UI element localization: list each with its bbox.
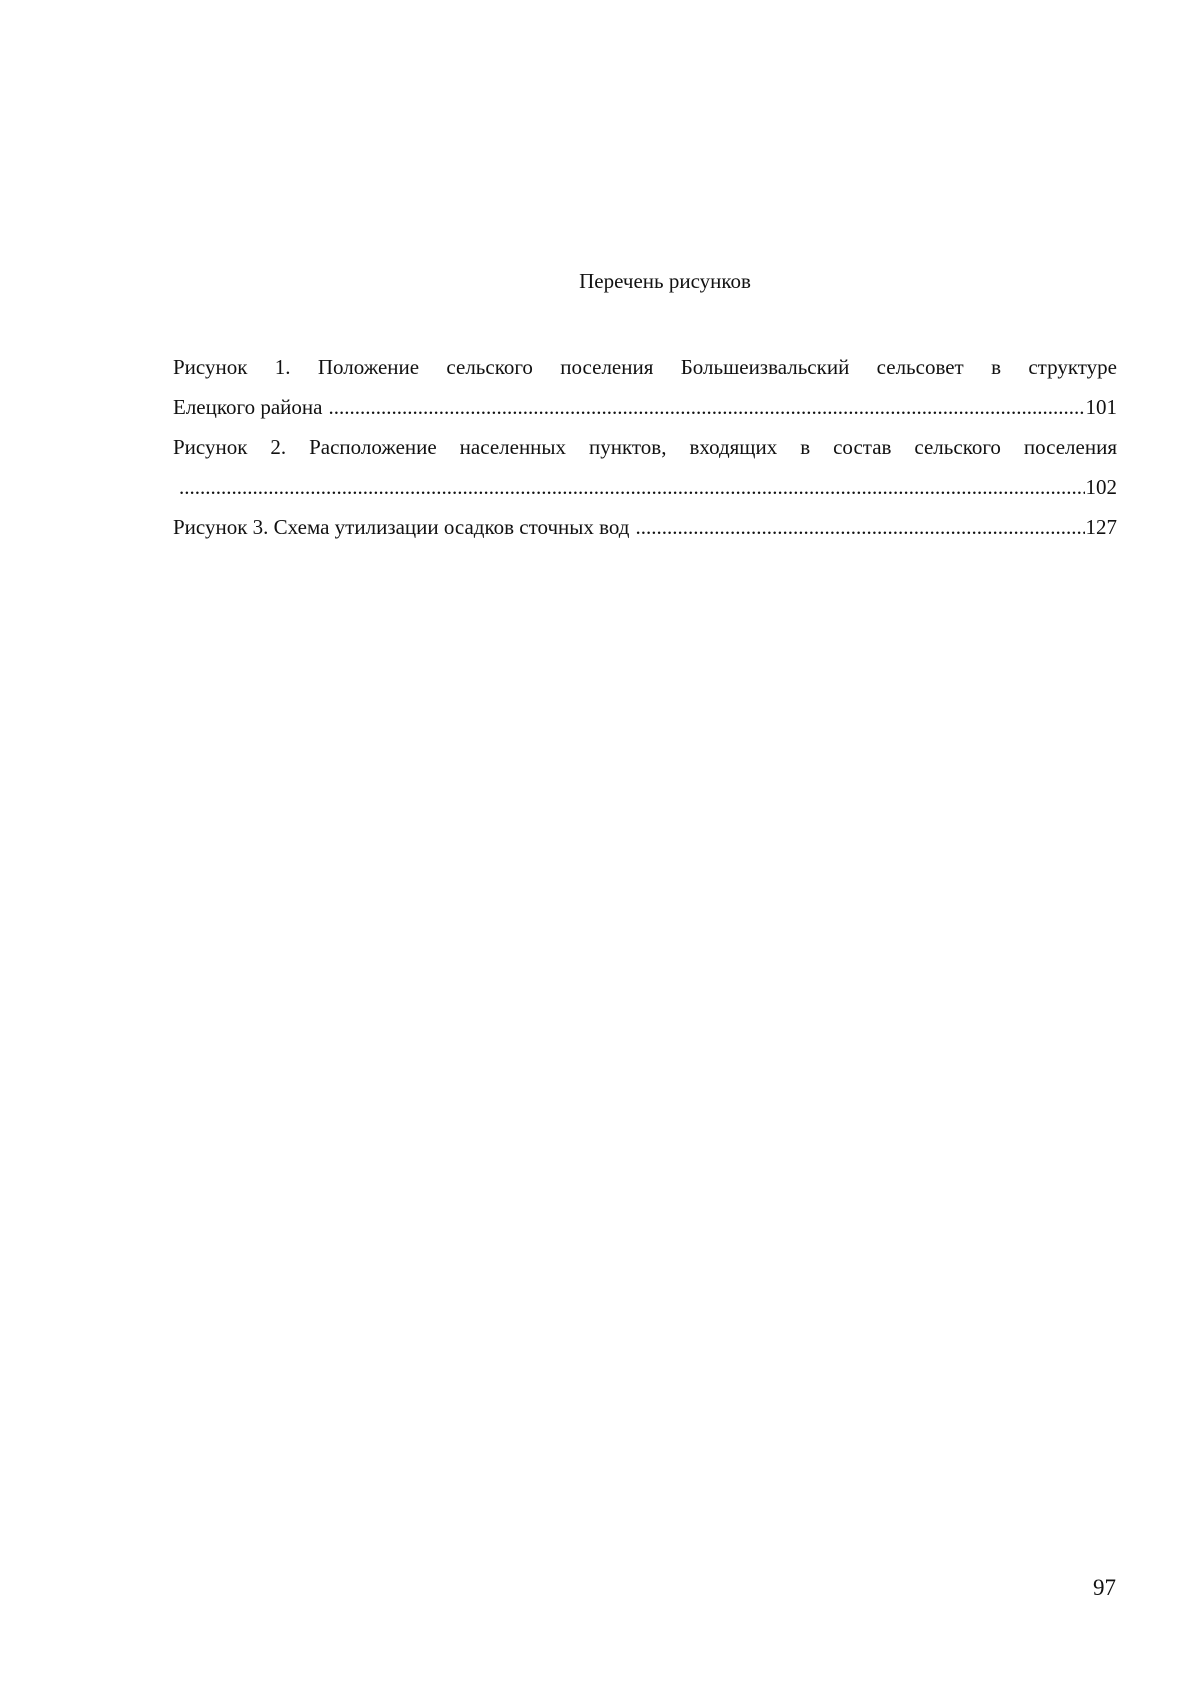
figure-2-entry-line-2[interactable] [173,467,1117,507]
figure-1-dot-leader [328,387,1084,427]
figure-3-dot-leader [635,507,1084,547]
list-of-figures-title: Перечень рисунков [579,269,751,293]
figure-1-entry-text: Елецкого района [173,395,323,419]
figure-1-entry-line-2[interactable] [173,387,1117,427]
list-of-figures [173,347,1117,547]
figure-3-entry[interactable] [173,507,1117,547]
figure-3-page-ref: 127 [1085,515,1117,539]
figure-2-dot-leader [179,467,1085,507]
page-number: 97 [1093,1575,1116,1600]
figure-1-entry-line-1[interactable]: Рисунок 1. Положение сельского поселения Большеизвальский сельсовет в структуре [173,355,1117,379]
figure-2-page-ref: 102 [1085,475,1117,499]
figure-3-entry-text: Рисунок 3. Схема утилизации осадков сточных вод [173,515,630,539]
figure-1-page-ref: 101 [1085,395,1117,419]
figure-2-entry-line-1[interactable]: Рисунок 2. Расположение населенных пунктов, входящих в состав сельского поселения [173,435,1117,459]
